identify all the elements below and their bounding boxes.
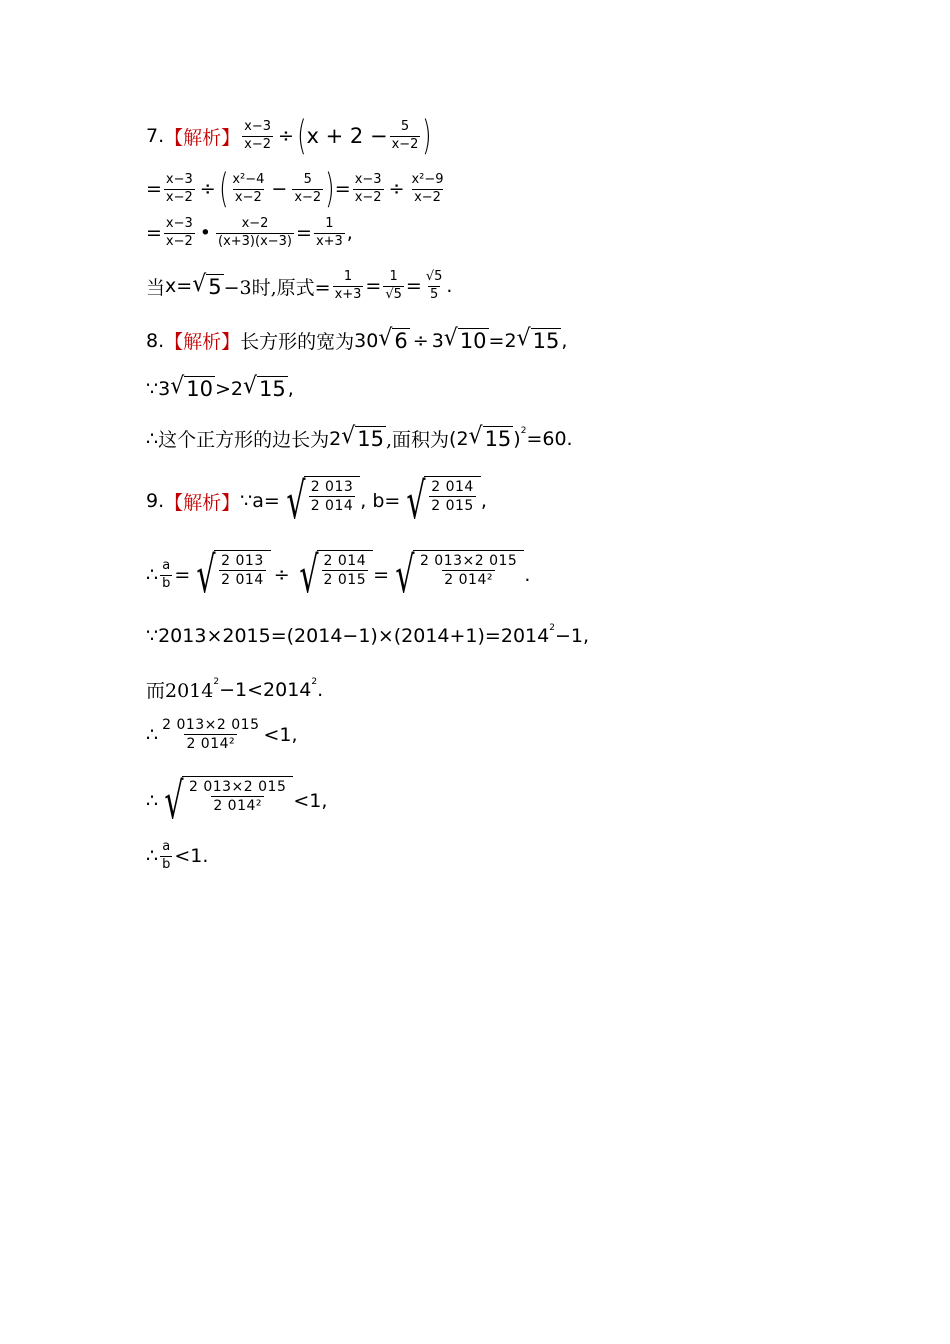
sqrt-5: √ 5 <box>192 271 222 299</box>
p7-l1-frac1: $\frac{x-3}{x-2}$ <box>244 118 272 152</box>
p9-line5: ∴ $\frac{2 013\times 2 015}{\text{2 014²}}$ <1, <box>146 717 298 753</box>
p9-tag: 【解析】 <box>164 491 241 514</box>
p9-line2: ∴ $\frac{a}{b}$ = √ $\frac{2 013}{2 014}$ ÷ √ $\frac{2 014}{2 015}$ = √ $\frac{2 013\times 2 015}{\text{2 014²}}$ . <box>146 546 531 604</box>
p9-line6: ∴ √ $\frac{2 013\times 2 015}{\text{2 014²}}$ <1, <box>146 772 328 830</box>
p7-l1-frac2: $\frac{5}{x-2}$ <box>391 118 419 152</box>
p7-tag: 【解析】 <box>164 126 241 149</box>
p8-line1: 8. 【解析】 长方形的宽为 30 √ 6 ÷ 3 √ 10 = 2 √ 15 , <box>146 325 568 353</box>
p9-line7: ∴ $\frac{a}{b}$ <1. <box>146 839 209 872</box>
p7-line2: = $\frac{x-3}{x-2}$ ÷ ( $\frac{\text{x²−4}}{x-2}$ − $\frac{5}{x-2}$ ) = $\frac{x-3}{x-2}$ ÷ $\frac{\text{x²−9}}{x-2}$ <box>146 166 444 212</box>
p7-line1: 7. 【解析】 $\frac{x-3}{x-2}$ ÷ ( x + 2 − $\frac{5}{x-2}$ ) <box>146 113 432 159</box>
p7-line4: 当 x= √ 5 −3时,原式= $\frac{1}{x+3}$ = $\frac{1}{√5}$ = $\frac{√5}{5}$ . <box>146 269 453 302</box>
p8-label: 8. <box>146 329 165 352</box>
p8-line3: ∴ 这个正方形的边长为 2 √ 15 ,面积为 ( 2 √ 15 ) 2 =60. <box>146 423 573 451</box>
p7-label: 7. <box>146 125 165 147</box>
p7-line3: = $\frac{x-3}{x-2}$ • $\frac{x-2}{(x+3)(x-3)}$ = $\frac{1}{x+3}$ , <box>146 216 353 249</box>
p9-line3: ∵ 2013×2015=(2014−1)×(2014+1)=2014 2 −1, <box>146 623 590 647</box>
p8-line2: ∵ 3 √ 10 > 2 √ 15 , <box>146 373 294 401</box>
p9-line4: 而2014 2 −1<2014 2 . <box>146 676 324 702</box>
p9-line1: 9. 【解析】 ∵ a= √ $\frac{2 013}{2 014}$ , b= √ $\frac{2 014}{2 015}$ , <box>146 472 487 530</box>
p8-tag: 【解析】 <box>164 331 241 353</box>
p9-label: 9. <box>146 490 165 512</box>
